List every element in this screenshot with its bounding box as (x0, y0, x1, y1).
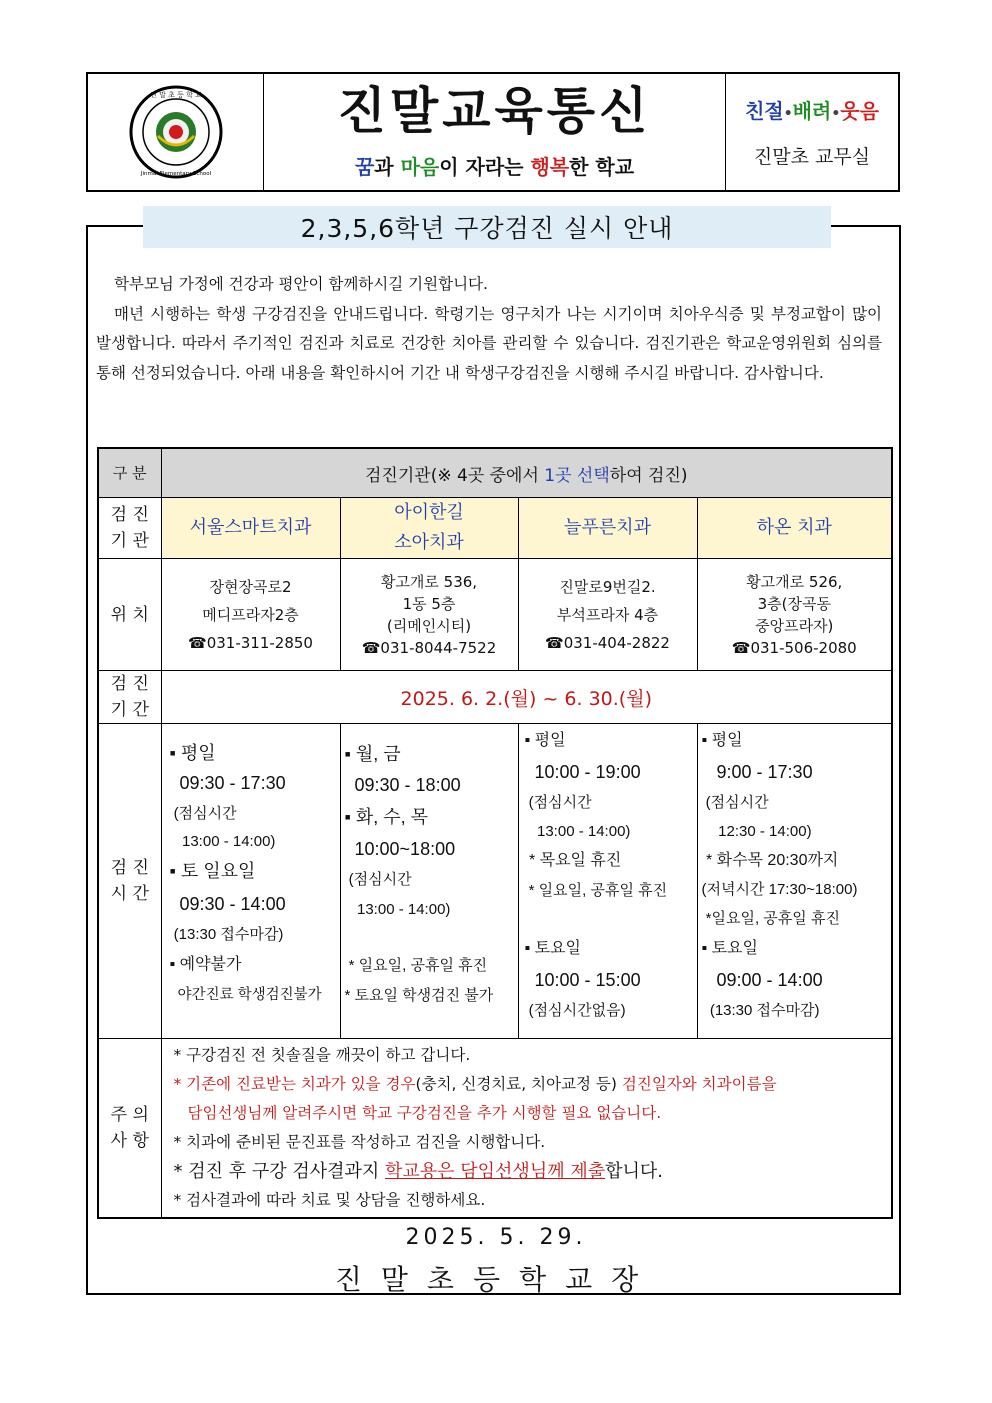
clinic-location: 황고개로 536, 1동 5층 (리메인시티) ☎031-8044-7522 (340, 559, 518, 671)
note-item: * 검사결과에 따라 치료 및 상담을 진행하세요. (173, 1191, 486, 1209)
location-label: 위 치 (98, 559, 161, 671)
clinic-name-haon: 하온 치과 (697, 498, 892, 559)
newsletter-header (86, 72, 900, 192)
notes-row (98, 1039, 892, 1219)
clinic-name-ihangil: 아이한길 소아치과 (340, 498, 518, 559)
title-cell (264, 74, 726, 190)
clinic-location: 진말로9번길2. 부석프라자 4층 ☎031-404-2822 (518, 559, 697, 671)
clinic-location: 장현장곡로2 메디프라자2층 ☎031-311-2850 (161, 559, 340, 671)
gubun-header: 구 분 (98, 448, 161, 498)
note-item: * 치과에 준비된 문진표를 작성하고 검진을 시행합니다. (173, 1133, 546, 1151)
checkup-period: 2025. 6. 2.(월) ~ 6. 30.(월) (161, 671, 892, 724)
principal-signature: 진말초등학교장 (334, 1263, 658, 1296)
clinic-hours: ▪ 평일 10:00 - 19:00 (점심시간 13:00 - 14:00) * 목요일 휴진 * 일요일, 공휴일 휴진 ▪ 토요일 10:00 - 15:00 (점심시간없음) (518, 724, 697, 1039)
clinic-hours: ▪ 평일 09:30 - 17:30 (점심시간 13:00 - 14:00) ▪ 토 일요일 09:30 - 14:00 (13:30 접수마감) ▪ 예약불가 야간진료 학생검진불가 (161, 724, 340, 1039)
notes-label: 주 의 사 항 (98, 1039, 161, 1219)
hours-row (98, 724, 892, 1039)
intro-paragraph: 매년 시행하는 학생 구강검진을 안내드립니다. 학령기는 영구치가 나는 시기이며 치아우식증 및 부정교합이 많이 발생합니다. 따라서 주기적인 검진과 치료로 건강한 치아를 관리할 수 있습니다. 검진기관은 학교운영위원회 심의를 통해 선정되었습니다. 아래 내용을 확인하시어 기간 내 학생구강검진을 시행해 주시길 바랍니다. 감사합니다. (96, 304, 882, 382)
svg-text:진 말 초 등 학 교: 진 말 초 등 학 교 (149, 91, 202, 99)
note-item: * 검진 후 구강 검사결과지 학교용은 담임선생님께 제출합니다. (173, 1161, 663, 1182)
clinic-hours: ▪ 월, 금 09:30 - 18:00 ▪ 화, 수, 목 10:00~18:00 (점심시간 13:00 - 14:00) * 일요일, 공휴일 휴진 * 토요일 학생검진 불가 (340, 724, 518, 1039)
school-logo-cell (88, 74, 264, 190)
period-label: 검 진 기 간 (98, 671, 161, 724)
motto-cell (726, 74, 898, 190)
note-item: * 구강검진 전 칫솔질을 깨끗이 하고 갑니다. (173, 1046, 471, 1064)
institution-header: 검진기관(※ 4곳 중에서 1곳 선택하여 검진) (161, 448, 892, 498)
checkup-info-table (97, 447, 893, 1219)
newsletter-title: 진말교육통신 (337, 82, 652, 140)
clinic-name-neulpureun: 늘푸른치과 (518, 498, 697, 559)
hours-label: 검 진 시 간 (98, 724, 161, 1039)
clinic-location: 황고개로 526, 3층(장곡동 중앙프라자) ☎031-506-2080 (697, 559, 892, 671)
notes-content (161, 1039, 892, 1219)
department-label: 진말초 교무실 (753, 146, 871, 168)
table-header-row (98, 448, 892, 498)
location-row (98, 559, 892, 671)
issue-date: 2025. 5. 29. (405, 1225, 587, 1250)
note-item: 담임선생님께 알려주시면 학교 구강검진을 추가 시행할 필요 없습니다. (187, 1104, 662, 1122)
intro-paragraph: 학부모님 가정에 건강과 평안이 함께하시길 기원합니다. (114, 275, 488, 293)
period-row (98, 671, 892, 724)
clinic-hours: ▪ 평일 9:00 - 17:30 (점심시간 12:30 - 14:00) * 화수목 20:30까지 (저녁시간 17:30~18:00) *일요일, 공휴일 휴진 ▪ 토요일 09:00 - 14:00 (13:30 접수마감) (697, 724, 892, 1039)
clinic-label: 검 진 기 관 (98, 498, 161, 559)
intro-text (96, 270, 882, 388)
clinic-name-row (98, 498, 892, 559)
note-item: * 기존에 진료받는 치과가 있을 경우(충치, 신경치료, 치아교정 등) 검진일자와 치과이름을 (173, 1075, 777, 1093)
school-motto: 친절•배려•웃음 (745, 99, 879, 123)
clinic-name-seoul-smart: 서울스마트치과 (161, 498, 340, 559)
school-emblem-icon (128, 84, 224, 180)
school-slogan: 꿈과 마음이 자라는 행복한 학교 (354, 155, 635, 179)
notice-title: 2,3,5,6학년 구강검진 실시 안내 (143, 206, 831, 248)
svg-text:Jinmal Elementary School: Jinmal Elementary School (140, 171, 211, 177)
